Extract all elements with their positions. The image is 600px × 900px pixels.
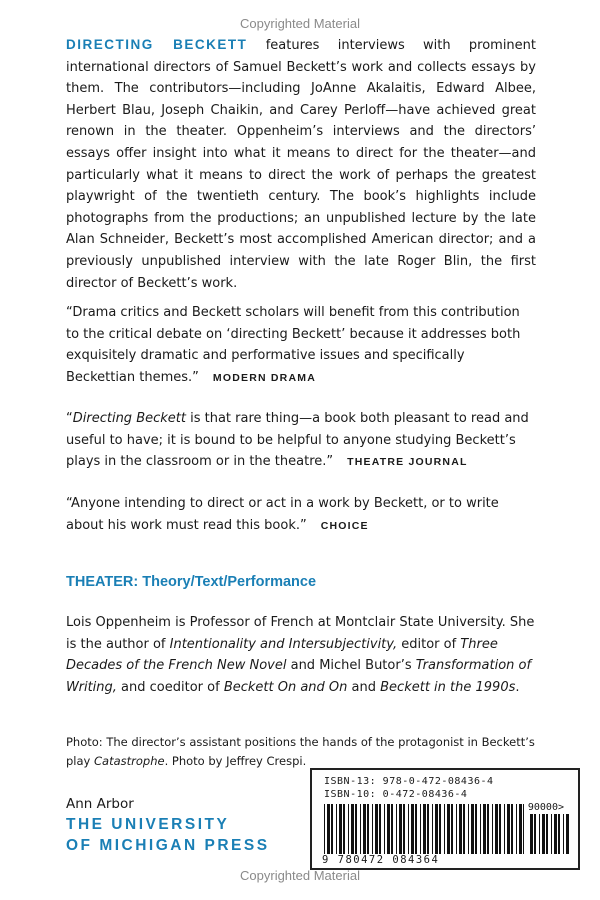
barcode-bar bbox=[542, 814, 545, 854]
barcode-bar bbox=[396, 804, 397, 854]
barcode-bar bbox=[444, 804, 445, 854]
author-bio bbox=[66, 612, 536, 698]
quote-text: is that rare thing—a book both pleasant to read and useful to have; it is bound to be helpful to anyone studying Beckett’s plays in the classroom or in the theatre.” bbox=[66, 411, 529, 470]
review-quote-2 bbox=[66, 408, 536, 474]
barcode-bar bbox=[375, 804, 378, 854]
bio-book-title: Transformation of Writing, bbox=[66, 658, 532, 695]
barcode-bar bbox=[554, 814, 557, 854]
barcode-bars bbox=[324, 804, 524, 854]
barcode-bar bbox=[546, 814, 548, 854]
watermark-top: Copyrighted Material bbox=[240, 16, 360, 31]
bio-text: . bbox=[515, 679, 520, 695]
barcode-bar bbox=[355, 804, 357, 854]
book-description bbox=[66, 34, 536, 294]
barcode-bar bbox=[447, 804, 450, 854]
barcode-bar bbox=[456, 804, 457, 854]
quote-open-mark: “ bbox=[66, 411, 73, 426]
review-quote-1 bbox=[66, 302, 536, 389]
quote-text: “Drama critics and Beckett scholars will benefit from this contribution to the critical debate on ‘directing Beckett’ because it addresses both exquisitely dramatic and performative issues and specifically Beckettian themes.” bbox=[66, 305, 521, 385]
barcode-bar bbox=[336, 804, 337, 854]
photo-credit bbox=[66, 733, 536, 771]
bio-text: and coeditor of bbox=[116, 679, 224, 695]
book-title-caps: DIRECTING BECKETT bbox=[66, 37, 248, 52]
barcode-bar bbox=[384, 804, 385, 854]
bio-book-title: Three Decades of the French New Novel bbox=[66, 636, 498, 674]
barcode-bar bbox=[516, 804, 517, 854]
publisher-name bbox=[66, 814, 270, 856]
barcode-panel bbox=[310, 768, 580, 870]
barcode-bar bbox=[351, 804, 354, 854]
barcode-bar bbox=[408, 804, 409, 854]
barcode-bar bbox=[343, 804, 345, 854]
barcode-bar bbox=[563, 814, 564, 854]
barcode-digits: 9 780472 084364 bbox=[322, 854, 440, 866]
bio-text: and Michel Butor’s bbox=[286, 658, 416, 674]
barcode-bar bbox=[499, 804, 501, 854]
barcode-bar bbox=[471, 804, 474, 854]
quote-text: “Anyone intending to direct or act in a work by Beckett, or to write about his work must read this book.” bbox=[66, 496, 499, 533]
barcode-bar bbox=[451, 804, 453, 854]
barcode-bar bbox=[558, 814, 560, 854]
barcode-bar bbox=[539, 814, 540, 854]
barcode-bar bbox=[566, 814, 569, 854]
barcode-bar bbox=[367, 804, 369, 854]
barcode-bar bbox=[411, 804, 414, 854]
barcode-bar bbox=[463, 804, 465, 854]
publisher-line-1: THE UNIVERSITY bbox=[66, 816, 230, 833]
barcode-bar bbox=[519, 804, 522, 854]
review-quote-3 bbox=[66, 493, 536, 537]
bio-text: editor of bbox=[397, 636, 461, 652]
barcode-bar bbox=[403, 804, 405, 854]
barcode-bar bbox=[459, 804, 462, 854]
credit-play-title: Catastrophe bbox=[94, 754, 165, 768]
quote-source: CHOICE bbox=[320, 519, 369, 532]
barcode-bar bbox=[372, 804, 373, 854]
description-text: features interviews with prominent international directors of Samuel Beckett’s work and collects essays by them. The contributors—including JoAnne Akalaitis, Edward Albee, Herbert Blau, Joseph Chaikin, and Carey Perloff—have achieved great renown in the theater. Oppenheim’s interviews and the directors’ essays offer insight into what it means to direct for the theater—and particularly what it means to direct the work of perhaps the greatest playwright of the twentieth century. The book’s highlights include photographs from the productions; an unpublished lecture by the late Alan Schneider, Beckett’s most accomplished American director; and a previously unpublished interview with the late Roger Blin, the first director of Beckett’s work. bbox=[66, 38, 537, 291]
barcode-bar bbox=[523, 804, 524, 854]
quote-source: THEATRE JOURNAL bbox=[347, 456, 468, 469]
barcode-bar bbox=[331, 804, 333, 854]
price-code: 90000> bbox=[527, 802, 564, 813]
bio-text: and bbox=[347, 679, 381, 695]
barcode-bar bbox=[487, 804, 489, 854]
barcode-bar bbox=[363, 804, 366, 854]
barcode-bar bbox=[432, 804, 433, 854]
barcode-bar bbox=[551, 814, 552, 854]
barcode-bar bbox=[495, 804, 498, 854]
quote-italic-title: Directing Beckett bbox=[72, 411, 186, 426]
bio-book-title: Beckett On and On bbox=[223, 679, 348, 695]
barcode-bar bbox=[439, 804, 441, 854]
barcode-bar bbox=[387, 804, 390, 854]
bio-text: Lois Oppenheim is Professor of French at Montclair State University. She is the author of bbox=[66, 615, 535, 652]
barcode-bar bbox=[483, 804, 486, 854]
barcode-bar bbox=[420, 804, 421, 854]
addon-barcode-bars bbox=[530, 814, 570, 854]
credit-text: Photo: The director’s assistant positions the hands of the protagonist in Beckett’s play bbox=[66, 735, 535, 768]
barcode-bar bbox=[435, 804, 438, 854]
barcode-bar bbox=[534, 814, 536, 854]
series-title: THEATER: Theory/Text/Performance bbox=[66, 574, 317, 590]
barcode-bar bbox=[530, 814, 533, 854]
barcode-bar bbox=[511, 804, 513, 854]
publisher-line-2: OF MICHIGAN PRESS bbox=[66, 837, 270, 854]
barcode-bar bbox=[391, 804, 393, 854]
isbn-13: ISBN-13: 978-0-472-08436-4 bbox=[324, 776, 494, 787]
barcode-bar bbox=[348, 804, 349, 854]
barcode-bar bbox=[475, 804, 477, 854]
bio-book-title: Intentionality and Intersubjectivity, bbox=[169, 636, 398, 652]
barcode-bar bbox=[339, 804, 342, 854]
barcode-bar bbox=[507, 804, 510, 854]
barcode-bar bbox=[423, 804, 426, 854]
quote-source: MODERN DRAMA bbox=[212, 371, 316, 384]
barcode-bar bbox=[427, 804, 429, 854]
barcode-bar bbox=[324, 804, 325, 854]
barcode-bar bbox=[399, 804, 402, 854]
watermark-bottom: Copyrighted Material bbox=[240, 868, 360, 883]
publisher-city: Ann Arbor bbox=[66, 796, 134, 812]
barcode-bar bbox=[480, 804, 481, 854]
barcode-bar bbox=[468, 804, 469, 854]
barcode-bar bbox=[327, 804, 330, 854]
barcode-bar bbox=[492, 804, 493, 854]
barcode-bar bbox=[360, 804, 361, 854]
credit-text: . Photo by Jeffrey Crespi. bbox=[164, 754, 307, 768]
barcode-bar bbox=[415, 804, 417, 854]
barcode-bar bbox=[504, 804, 505, 854]
barcode-bar bbox=[379, 804, 381, 854]
bio-book-title: Beckett in the 1990s bbox=[380, 679, 516, 695]
isbn-10: ISBN-10: 0-472-08436-4 bbox=[324, 789, 468, 800]
